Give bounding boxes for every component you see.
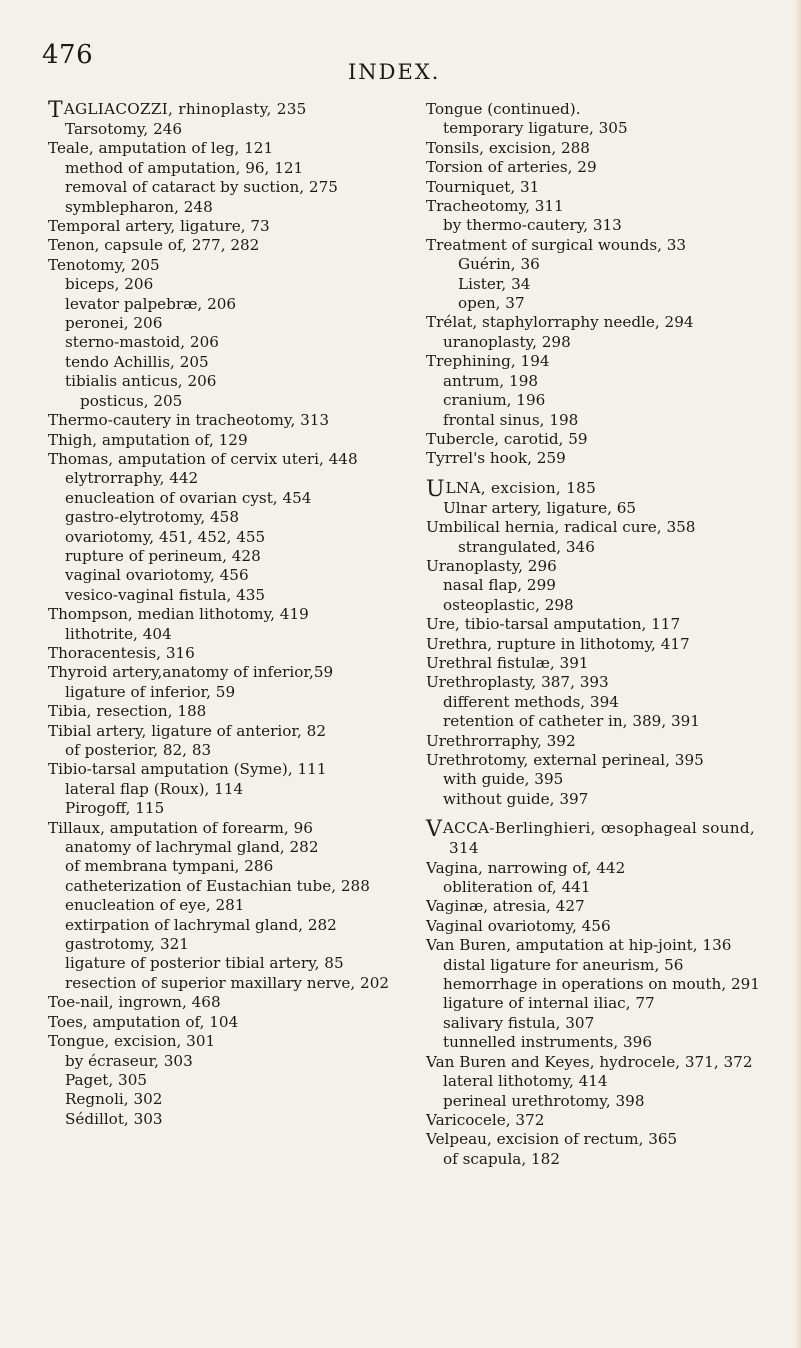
- index-entry-text: nasal flap, 299: [443, 576, 556, 595]
- index-subentry: [48, 857, 400, 876]
- index-entry: [48, 1013, 400, 1032]
- index-entry-text: Urethrotomy, external perineal, 395: [426, 751, 704, 769]
- index-entry-text: Paget, 305: [65, 1070, 148, 1089]
- index-subentry: [426, 294, 782, 313]
- index-entry-text: Urethral fistulæ, 391: [426, 653, 589, 672]
- index-entry-text: Guérin, 36: [458, 255, 540, 274]
- index-subentry: [48, 625, 400, 644]
- index-subentry: [48, 954, 400, 973]
- index-subentry: [48, 741, 400, 760]
- index-entry-text: by écraseur, 303: [65, 1051, 193, 1070]
- index-entry-text: Thomas, amputation of cervix uteri, 448: [48, 449, 358, 468]
- index-entry-text: Tillaux, amputation of forearm, 96: [48, 818, 313, 837]
- index-subentry: [426, 1092, 782, 1111]
- index-entry-text: Thyroid artery,anatomy of inferior,59: [48, 663, 334, 682]
- index-entry-text: Teale, amputation of leg, 121: [48, 139, 274, 158]
- index-entry-text: Umbilical hernia, radical cure, 358: [426, 518, 696, 537]
- index-entry-text: Velpeau, excision of rectum, 365: [426, 1130, 678, 1149]
- index-entry-text: removal of cataract by suction, 275: [65, 178, 338, 197]
- index-entry: [426, 859, 782, 878]
- index-entry-text: retention of catheter in, 389, 391: [443, 712, 700, 731]
- index-entry-text: Urethrorraphy, 392: [426, 731, 576, 750]
- page-edge-shadow: [794, 0, 801, 1348]
- index-entry-text: Toe-nail, ingrown, 468: [48, 993, 221, 1012]
- index-entry: [48, 1032, 400, 1051]
- index-entry-text: Tongue, excision, 301: [48, 1032, 216, 1051]
- index-entry-text: Tonsils, excision, 288: [426, 138, 590, 157]
- index-entry-text: Temporal artery, ligature, 73: [48, 217, 270, 236]
- index-subentry: [48, 1090, 400, 1109]
- index-entry-text: sterno-mastoid, 206: [65, 333, 219, 352]
- index-entry-text: obliteration of, 441: [443, 878, 591, 897]
- index-subentry: [48, 198, 400, 217]
- index-entry-text: without guide, 397: [443, 789, 589, 808]
- index-subentry: [48, 333, 400, 352]
- index-subentry: [426, 1150, 782, 1169]
- index-entry-text: ligature of internal iliac, 77: [443, 994, 655, 1013]
- index-entry: [426, 236, 782, 255]
- index-entry-text: of posterior, 82, 83: [65, 741, 212, 759]
- index-entry: [48, 411, 400, 430]
- index-entry-text: distal ligature for aneurism, 56: [443, 955, 684, 974]
- index-entry-text: enucleation of ovarian cyst, 454: [65, 488, 312, 507]
- index-entry-text: peronei, 206: [65, 314, 163, 333]
- index-entry: [48, 644, 400, 663]
- index-entry-text: tunnelled instruments, 396: [443, 1033, 652, 1052]
- index-entry-text: Thigh, amputation of, 129: [48, 430, 248, 449]
- index-entry-text: Regnoli, 302: [65, 1090, 163, 1109]
- index-entry-text: levator palpebræ, 206: [65, 294, 237, 313]
- index-entry-text: Vagina, narrowing of, 442: [426, 858, 626, 877]
- index-entry-text: Toes, amputation of, 104: [48, 1012, 239, 1031]
- index-subentry: [426, 1033, 782, 1052]
- index-entry-text: Treatment of surgical wounds, 33: [426, 235, 687, 254]
- index-entry: [426, 557, 782, 576]
- index-subentry: [426, 391, 782, 410]
- index-entry-text: AGLIACOZZI, rhinoplasty, 235: [63, 100, 307, 118]
- index-entry: [426, 732, 782, 751]
- index-subentry: [48, 178, 400, 197]
- index-entry-text: Uranoplasty, 296: [426, 556, 557, 575]
- index-entry-text: different methods, 394: [443, 692, 619, 711]
- section-initial-letter: U: [426, 476, 445, 502]
- index-subentry: [426, 499, 782, 518]
- index-entry-text: perineal urethrotomy, 398: [443, 1091, 645, 1110]
- index-entry: [426, 936, 782, 955]
- index-entry-text: gastrotomy, 321: [65, 935, 189, 954]
- index-subentry: [426, 596, 782, 615]
- index-subentry: [48, 1071, 400, 1090]
- index-subentry: [48, 877, 400, 896]
- index-entry-text: Vaginæ, atresia, 427: [426, 897, 585, 916]
- index-entry-text: cranium, 196: [443, 391, 546, 410]
- index-subentry: [426, 119, 782, 138]
- index-entry: [48, 98, 400, 123]
- index-entry-text: Tibia, resection, 188: [48, 702, 207, 721]
- index-entry-text: extirpation of lachrymal gland, 282: [65, 915, 337, 934]
- index-entry-text: Van Buren and Keyes, hydrocele, 371, 372: [426, 1052, 753, 1071]
- index-subentry: [426, 712, 782, 731]
- index-entry-text: Urethroplasty, 387, 393: [426, 673, 609, 692]
- index-entry-text: Vaginal ovariotomy, 456: [426, 916, 611, 935]
- section-gap: [426, 469, 782, 479]
- index-subentry: [426, 975, 782, 994]
- index-entry-text: uranoplasty, 298: [443, 332, 571, 351]
- index-subentry: [426, 770, 782, 789]
- index-entry: [426, 1111, 782, 1130]
- running-head: INDEX.: [348, 60, 441, 84]
- index-subentry: [48, 508, 400, 527]
- index-entry-text: Thoracentesis, 316: [48, 643, 195, 662]
- index-entry: [426, 313, 782, 332]
- index-entry-text: ovariotomy, 451, 452, 455: [65, 527, 266, 546]
- index-entry-text: LNA, excision, 185: [445, 478, 597, 497]
- index-entry: [426, 615, 782, 634]
- index-subentry: [426, 333, 782, 352]
- index-entry-text: Tenon, capsule of, 277, 282: [48, 236, 260, 255]
- index-entry-text: lithotrite, 404: [65, 624, 172, 643]
- index-entry-text: resection of superior maxillary nerve, 202: [65, 973, 390, 992]
- index-entry: [426, 751, 782, 770]
- index-entry-text: symblepharon, 248: [65, 197, 213, 216]
- index-entry-text: Tongue (continued).: [426, 100, 581, 118]
- index-entry: [426, 197, 782, 216]
- page-number: 476: [42, 40, 94, 70]
- index-entry-text: osteoplastic, 298: [443, 595, 574, 614]
- index-entry-text: hemorrhage in operations on mouth, 291: [443, 975, 760, 994]
- index-entry: [48, 993, 400, 1012]
- index-entry: [48, 217, 400, 236]
- index-entry-text: Trélat, staphylorraphy needle, 294: [426, 313, 694, 332]
- index-entry-text: strangulated, 346: [458, 537, 595, 556]
- index-subentry: [426, 538, 782, 557]
- index-entry-text: Ulnar artery, ligature, 65: [443, 498, 637, 517]
- index-subentry: [48, 489, 400, 508]
- index-subentry: [426, 255, 782, 274]
- index-entry: [426, 654, 782, 673]
- index-subentry: [48, 275, 400, 294]
- index-entry-text: Thompson, median lithotomy, 419: [48, 605, 309, 624]
- index-entry-text: by thermo-cautery, 313: [443, 216, 622, 235]
- index-entry: [426, 352, 782, 371]
- index-entry: [48, 819, 400, 838]
- index-subentry: [426, 275, 782, 294]
- index-entry-text: rupture of perineum, 428: [65, 546, 261, 565]
- index-entry-text: posticus, 205: [80, 391, 183, 410]
- index-subentry: [48, 120, 400, 139]
- index-entry: [426, 100, 782, 119]
- index-subentry: [48, 159, 400, 178]
- index-subentry: [48, 896, 400, 915]
- index-entry: [426, 1053, 782, 1072]
- index-entry-text: Tracheotomy, 311: [426, 197, 564, 216]
- index-subentry: [48, 935, 400, 954]
- index-subentry: [48, 838, 400, 857]
- index-subentry: [426, 693, 782, 712]
- index-subentry: [48, 353, 400, 372]
- index-subentry: [48, 547, 400, 566]
- index-subentry: [48, 392, 400, 411]
- index-entry-text: vaginal ovariotomy, 456: [65, 566, 249, 585]
- index-entry-text: biceps, 206: [65, 275, 154, 294]
- index-entry-text: temporary ligature, 305: [443, 119, 628, 138]
- index-entry-text: Thermo-cautery in tracheotomy, 313: [48, 411, 330, 430]
- index-entry-text: Ure, tibio-tarsal amputation, 117: [426, 615, 681, 634]
- index-subentry: [48, 295, 400, 314]
- index-subentry: [48, 372, 400, 391]
- index-entry-text: Tourniquet, 31: [426, 177, 540, 196]
- index-entry-text: Torsion of arteries, 29: [426, 158, 597, 177]
- index-entry-text: tibialis anticus, 206: [65, 372, 217, 391]
- index-subentry: [426, 576, 782, 595]
- index-entry-text: Trephining, 194: [426, 352, 550, 371]
- index-entry: [426, 1130, 782, 1149]
- index-entry-text: tendo Achillis, 205: [65, 352, 209, 371]
- index-subentry: [48, 528, 400, 547]
- index-entry: [48, 722, 400, 741]
- index-entry-text: anatomy of lachrymal gland, 282: [65, 838, 319, 857]
- index-subentry: [426, 790, 782, 809]
- index-entry: [426, 673, 782, 692]
- index-entry-text: method of amputation, 96, 121: [65, 158, 304, 177]
- index-subentry: [426, 1014, 782, 1033]
- index-subentry: [426, 956, 782, 975]
- index-entry-text: Tarsotomy, 246: [65, 120, 183, 138]
- index-entry: [48, 450, 400, 469]
- index-entry-text: Tibio-tarsal amputation (Syme), 111: [48, 760, 327, 779]
- index-entry-text: lateral flap (Roux), 114: [65, 779, 244, 798]
- index-entry: [426, 917, 782, 936]
- index-entry-text: ligature of posterior tibial artery, 85: [65, 954, 344, 973]
- index-entry: [48, 702, 400, 721]
- index-entry: [48, 760, 400, 779]
- right-index-column: [426, 100, 782, 1169]
- index-entry: [48, 236, 400, 255]
- index-entry: [48, 605, 400, 624]
- index-entry-text: Tubercle, carotid, 59: [426, 429, 588, 448]
- index-entry-text: open, 37: [458, 294, 525, 313]
- index-subentry: [48, 683, 400, 702]
- index-entry-text: Tenotomy, 205: [48, 255, 160, 274]
- index-entry: [426, 158, 782, 177]
- index-entry-text: Tibial artery, ligature of anterior, 82: [48, 721, 326, 740]
- index-entry: [426, 518, 782, 537]
- index-entry: [426, 430, 782, 449]
- index-entry-text: of scapula, 182: [443, 1149, 561, 1168]
- index-subentry: [48, 916, 400, 935]
- index-entry-text: frontal sinus, 198: [443, 410, 579, 429]
- index-entry-text: Urethra, rupture in lithotomy, 417: [426, 634, 690, 653]
- index-subentry: [48, 1052, 400, 1071]
- left-index-column: [48, 100, 400, 1129]
- index-entry-text: ligature of inferior, 59: [65, 682, 236, 701]
- index-subentry: [426, 372, 782, 391]
- index-entry-text: vesico-vaginal fistula, 435: [65, 585, 266, 604]
- index-entry: [426, 139, 782, 158]
- index-subentry: [426, 878, 782, 897]
- index-subentry: [48, 566, 400, 585]
- index-entry-text: salivary fistula, 307: [443, 1013, 595, 1032]
- section-gap: [426, 809, 782, 819]
- index-entry: [426, 635, 782, 654]
- index-entry-text: elytrorraphy, 442: [65, 469, 199, 488]
- index-subentry: [48, 586, 400, 605]
- index-entry: [426, 897, 782, 916]
- index-subentry: [48, 314, 400, 333]
- index-entry: [48, 431, 400, 450]
- index-entry-text: gastro-elytrotomy, 458: [65, 508, 239, 527]
- index-subentry: [426, 1072, 782, 1091]
- index-entry: [426, 449, 782, 468]
- index-entry: [426, 819, 782, 858]
- index-subentry: [48, 469, 400, 488]
- index-subentry: [48, 780, 400, 799]
- index-entry-text: with guide, 395: [443, 770, 564, 789]
- index-entry-text: enucleation of eye, 281: [65, 896, 245, 915]
- index-entry-text: lateral lithotomy, 414: [443, 1072, 608, 1091]
- index-subentry: [48, 974, 400, 993]
- index-subentry: [426, 994, 782, 1013]
- index-subentry: [48, 1110, 400, 1129]
- index-entry-text: ACCA-Berlinghieri, œsophageal sound, 314: [442, 819, 756, 858]
- index-entry-text: Lister, 34: [458, 274, 531, 293]
- index-entry-text: Tyrrel's hook, 259: [426, 449, 566, 468]
- index-entry-text: of membrana tympani, 286: [65, 857, 274, 876]
- index-entry-text: Sédillot, 303: [65, 1109, 163, 1128]
- index-subentry: [426, 216, 782, 235]
- index-entry: [426, 178, 782, 197]
- index-entry-text: Varicocele, 372: [426, 1110, 545, 1129]
- section-initial-letter: V: [426, 817, 442, 843]
- index-entry-text: catheterization of Eustachian tube, 288: [65, 876, 370, 895]
- index-entry-text: Van Buren, amputation at hip-joint, 136: [426, 936, 732, 955]
- index-entry: [48, 663, 400, 682]
- index-entry: [426, 476, 782, 502]
- index-entry-text: antrum, 198: [443, 371, 539, 390]
- index-entry-text: Pirogoff, 115: [65, 799, 165, 818]
- section-initial-letter: T: [48, 98, 63, 123]
- index-entry: [48, 256, 400, 275]
- index-entry: [48, 139, 400, 158]
- index-subentry: [426, 411, 782, 430]
- index-subentry: [48, 799, 400, 818]
